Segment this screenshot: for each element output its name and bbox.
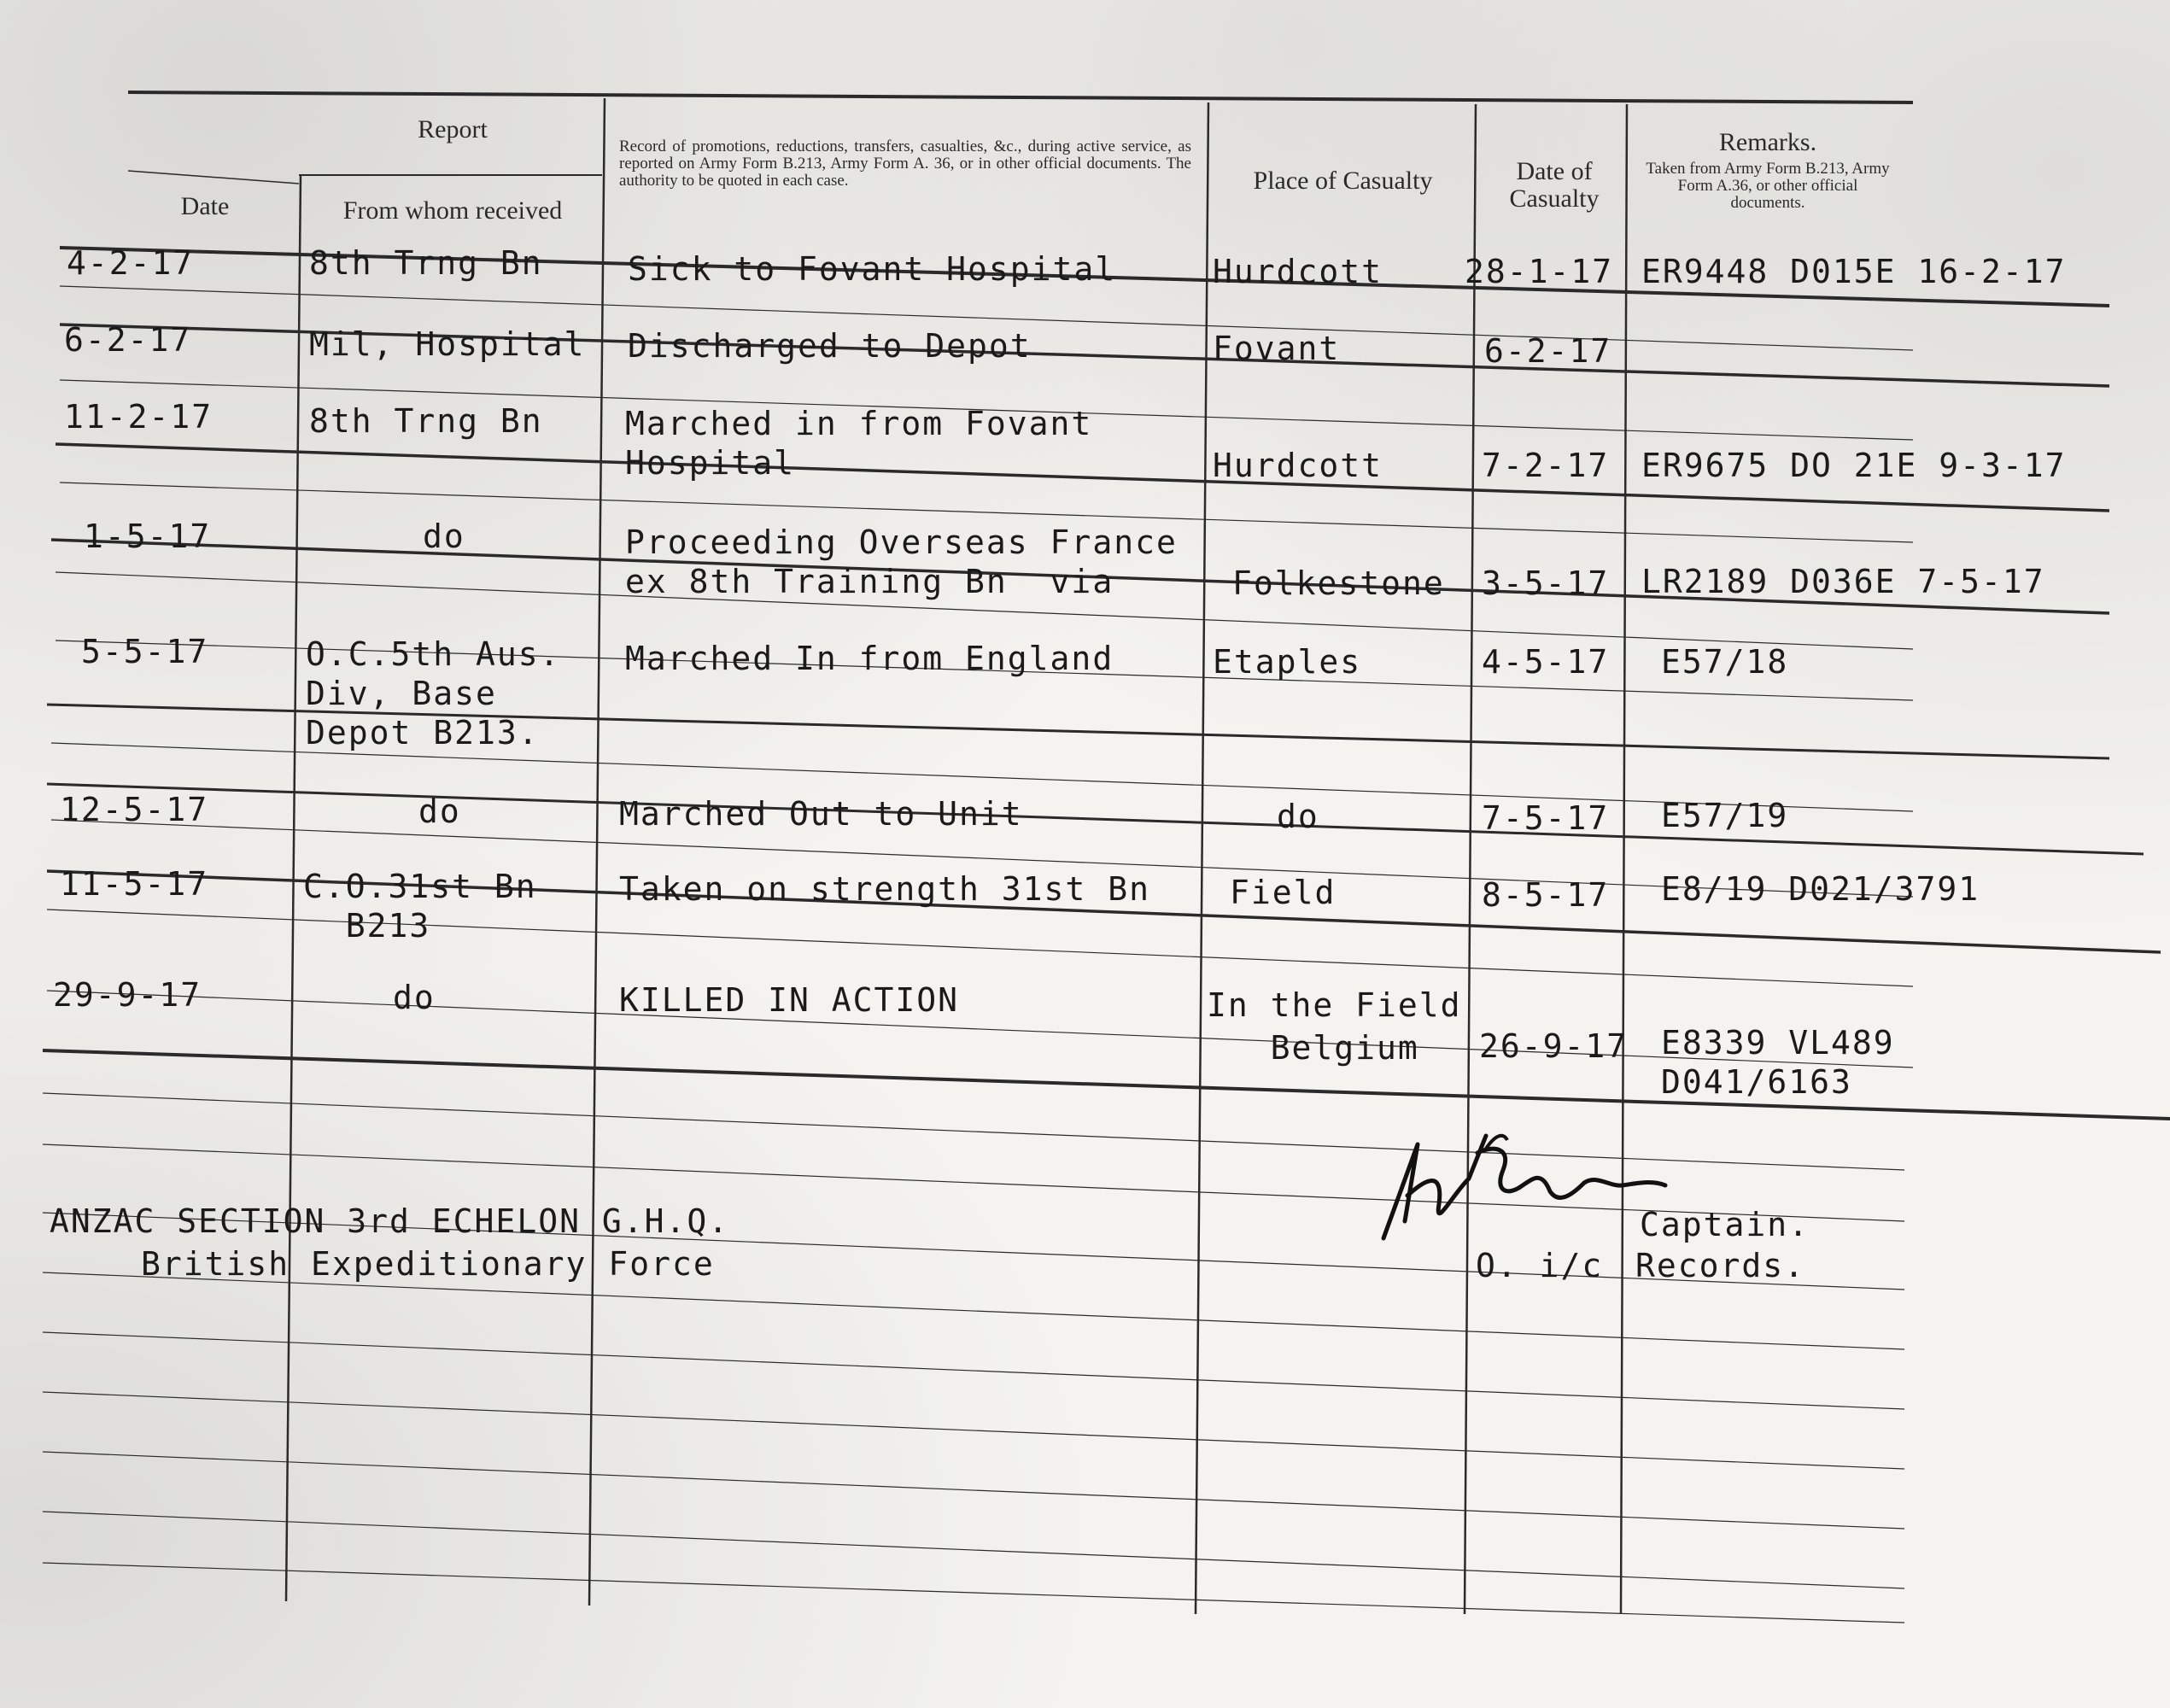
row2-cdate: 6-2-17 [1484, 332, 1612, 370]
row5-record: Marched In from England [625, 640, 1114, 677]
row8-cdate: 26-9-17 [1479, 1027, 1629, 1065]
row6-date: 12-5-17 [60, 791, 209, 828]
row8-place: In the Field Belgium [1207, 986, 1462, 1067]
remarks-note: Taken from Army Form B.213, Army Form A.36, or other official documents. [1646, 160, 1890, 212]
row5-place: Etaples [1213, 643, 1362, 681]
row2-record: Discharged to Depot [628, 327, 1032, 365]
row7-remarks: E8/19 D021/3791 [1661, 870, 1980, 908]
row3-record: Marched in from Fovant Hospital [625, 405, 1093, 482]
row2-date: 6-2-17 [64, 321, 192, 359]
row5-remarks: E57/18 [1661, 643, 1789, 681]
row4-remarks: LR2189 D036E 7-5-17 [1641, 563, 2045, 600]
row1-date: 4-2-17 [67, 244, 195, 282]
row7-cdate: 8-5-17 [1482, 876, 1610, 914]
row5-date: 5-5-17 [81, 633, 209, 670]
row1-record: Sick to Fovant Hospital [628, 250, 1117, 288]
row8-remarks: E8339 VL489 D041/6163 [1661, 1024, 1895, 1101]
row1-remarks: ER9448 D015E 16-2-17 [1641, 253, 2067, 290]
row7-record: Taken on strength 31st Bn [619, 870, 1150, 908]
remarks-header: Remarks. [1718, 128, 1817, 156]
anzac-section-stamp: ANZAC SECTION 3rd ECHELON G.H.Q. [50, 1202, 730, 1240]
row6-record: Marched Out to Unit [619, 795, 1023, 833]
row6-from: do [418, 793, 461, 830]
row6-remarks: E57/19 [1661, 797, 1789, 834]
row7-place: Field [1230, 874, 1337, 911]
officer-signature [1358, 1119, 1682, 1255]
row2-place: Fovant [1213, 330, 1341, 367]
row1-from: 8th Trng Bn [309, 244, 543, 282]
row5-cdate: 4-5-17 [1482, 643, 1610, 681]
row8-date: 29-9-17 [53, 976, 202, 1014]
row4-record: Proceeding Overseas France ex 8th Training Bn via [625, 524, 1178, 600]
date-casualty-header: Date of Casualty [1509, 157, 1600, 213]
bef-stamp: British Expeditionary Force [141, 1245, 715, 1283]
row6-place: do [1277, 798, 1319, 835]
row2-from: Mil, Hospital [309, 325, 586, 363]
row1-place: Hurdcott [1213, 253, 1383, 290]
row3-place: Hurdcott [1213, 447, 1383, 484]
officer-in-charge: O. i/c [1476, 1247, 1604, 1284]
place-header: Place of Casualty [1253, 167, 1433, 195]
row6-cdate: 7-5-17 [1482, 799, 1610, 837]
row8-record: KILLED IN ACTION [619, 981, 960, 1019]
report-header: Report [418, 115, 488, 143]
rank-captain: Captain. [1640, 1206, 1810, 1243]
date-header: Date [180, 192, 230, 220]
row3-date: 11-2-17 [64, 398, 213, 436]
row1-cdate: 28-1-17 [1465, 253, 1614, 290]
row7-date: 11-5-17 [60, 865, 209, 903]
row4-date: 1-5-17 [84, 518, 212, 555]
from-whom-header: From whom received [342, 196, 563, 225]
row4-from: do [423, 518, 465, 555]
row3-remarks: ER9675 DO 21E 9-3-17 [1641, 447, 2067, 484]
row8-from: do [393, 979, 436, 1016]
row4-place: Folkestone [1232, 564, 1445, 602]
record-header: Record of promotions, reductions, transfers, casualties, &c., during active service, as reported on Army Form B.213, Army Form A. 36, or in other official documents. The authority to be quoted in each case. [619, 137, 1191, 190]
row3-cdate: 7-2-17 [1482, 447, 1610, 484]
row3-from: 8th Trng Bn [309, 402, 543, 440]
row7-from: C.O.31st Bn B213 [303, 868, 537, 945]
records-label: Records. [1635, 1247, 1806, 1284]
row4-cdate: 3-5-17 [1482, 564, 1610, 602]
row5-from: O.C.5th Aus. Div, Base Depot B213. [306, 635, 561, 752]
